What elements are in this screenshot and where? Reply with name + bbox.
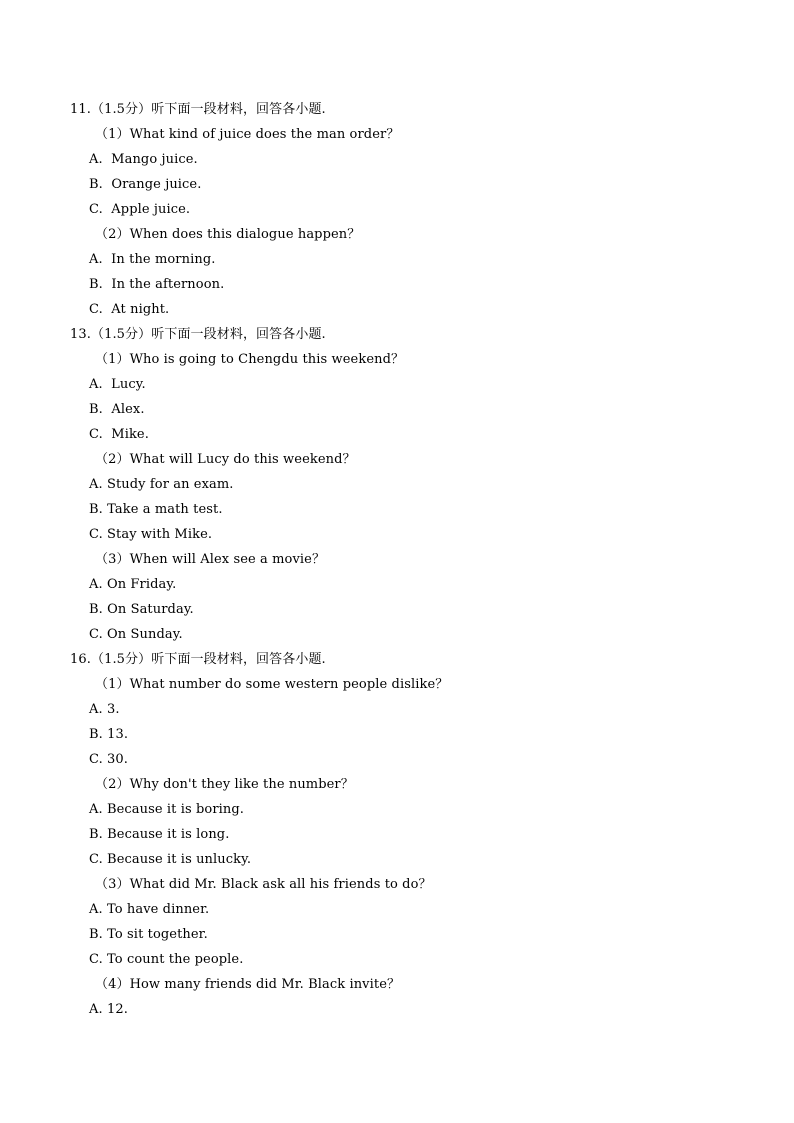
- sub-question-prompt: （1）What kind of juice does the man order？: [95, 127, 400, 142]
- answer-option: B. Orange juice.: [89, 177, 202, 192]
- answer-option: A. Lucy.: [89, 377, 146, 392]
- sub-question-prompt: （2）When does this dialogue happen？: [95, 227, 361, 242]
- sub-question-prompt: （1）Who is going to Chengdu this weekend？: [95, 352, 405, 367]
- answer-option: C. To count the people.: [89, 952, 244, 967]
- sub-question-prompt: （2）What will Lucy do this weekend？: [95, 452, 356, 467]
- answer-option: B. Take a math test.: [89, 502, 223, 517]
- answer-option: B. In the afternoon.: [89, 277, 225, 292]
- answer-option: A. In the morning.: [89, 252, 216, 267]
- answer-option: A. 3.: [89, 702, 120, 717]
- answer-option: A. Study for an exam.: [89, 477, 234, 492]
- answer-option: C. Mike.: [89, 427, 149, 442]
- answer-option: C. On Sunday.: [89, 627, 183, 642]
- answer-option: B. To sit together.: [89, 927, 208, 942]
- sub-question-prompt: （4）How many friends did Mr. Black invite？: [95, 977, 401, 992]
- sub-question-prompt: （1）What number do some western people dislike？: [95, 677, 449, 692]
- answer-option: A. Mango juice.: [89, 152, 198, 167]
- answer-option: C. Because it is unlucky.: [89, 852, 252, 867]
- answer-option: B. Alex.: [89, 402, 145, 417]
- answer-option: A. On Friday.: [89, 577, 177, 592]
- question-header: 16.（1.5分）听下面一段材料，回答各小题.: [70, 652, 326, 667]
- answer-option: C. At night.: [89, 302, 170, 317]
- answer-option: C. 30.: [89, 752, 129, 767]
- answer-option: A. 12.: [89, 1002, 128, 1017]
- question-header: 11.（1.5分）听下面一段材料，回答各小题.: [70, 102, 326, 117]
- answer-option: C. Stay with Mike.: [89, 527, 213, 542]
- answer-option: B. On Saturday.: [89, 602, 194, 617]
- answer-option: B. 13.: [89, 727, 129, 742]
- question-header: 13.（1.5分）听下面一段材料，回答各小题.: [70, 327, 326, 342]
- answer-option: A. To have dinner.: [89, 902, 210, 917]
- document-page: [0, 97, 794, 1022]
- answer-option: A. Because it is boring.: [89, 802, 245, 817]
- sub-question-prompt: （2）Why don't they like the number？: [95, 777, 354, 792]
- sub-question-prompt: （3）When will Alex see a movie？: [95, 552, 326, 567]
- sub-question-prompt: （3）What did Mr. Black ask all his friends to do？: [95, 877, 432, 892]
- answer-option: C. Apple juice.: [89, 202, 191, 217]
- answer-option: B. Because it is long.: [89, 827, 230, 842]
